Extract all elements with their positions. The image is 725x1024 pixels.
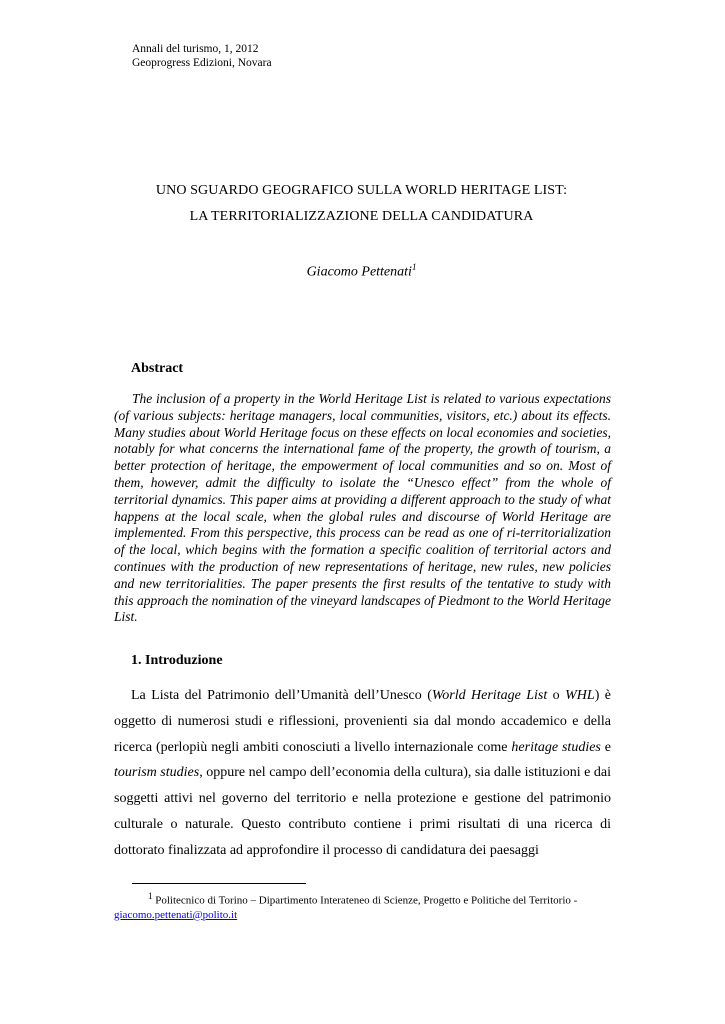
- intro-text-5: , oppure nel campo dell’economia della cultura), sia dalle istituzioni e dai soggetti attivi nel governo del territorio e nella protezione e gestione del patrimonio culturale o naturale. Questo contributo contiene i primi risultati di una ricerca di dottorato finalizzata ad approfondire il processo di candidatura dei paesaggi: [114, 765, 611, 858]
- paper-title: [114, 178, 609, 230]
- footnote-separator: [132, 883, 306, 884]
- intro-text-1: La Lista del Patrimonio dell’Umanità dell’Unesco (: [131, 688, 432, 703]
- intro-text-3: ) è oggetto di numerosi studi e riflessioni, provenienti sia dal mondo accademico e della ricerca (perlopiù negli ambiti conosciuti a livello internazionale come: [114, 688, 611, 755]
- intro-italic-whl-abbrev: WHL: [565, 688, 595, 703]
- journal-header: [132, 42, 272, 70]
- introduction-paragraph: [114, 683, 611, 864]
- intro-text-4: e: [600, 739, 611, 755]
- abstract-text: The inclusion of a property in the World Heritage List is related to various expectations (of various subjects: heritage managers, local communities, visitors, etc.) about its effects. Many studies about World Heritage focus on these effects on local economies and societies, notably for what concerns the international fame of the property, the growth of tourism, a better protection of heritage, the empowerment of local communities and so on. Most of them, however, admit the difficulty to isolate the “Unesco effect” from the whole of territorial dynamics. This paper aims at providing a different approach to the study of what happens at the local scale, when the global rules and discourse of World Heritage are implemented. From this perspective, this process can be read as one of ri-territorialization of the local, which begins with the formation a specific coalition of territorial actors and continues with the production of new representations of heritage, new rules, new policies and new territorialities. The paper presents the first results of the tentative to study with this approach the nomination of the vineyard landscapes of Piedmont to the World Heritage List.: [114, 391, 611, 625]
- intro-italic-tourism-studies: tourism studies: [114, 765, 200, 781]
- title-line-1: UNO SGUARDO GEOGRAFICO SULLA WORLD HERITAGE LIST:: [155, 183, 568, 198]
- author-email-link[interactable]: giacomo.pettenati@polito.it: [114, 908, 238, 921]
- author-line: [114, 262, 609, 281]
- journal-name: Annali del turismo, 1, 2012: [132, 43, 259, 55]
- footnote-mark: 1: [148, 891, 153, 901]
- publisher: Geoprogress Edizioni, Novara: [132, 57, 272, 69]
- footnote: [114, 889, 614, 922]
- author-name: Giacomo Pettenati: [306, 264, 412, 280]
- abstract-heading: Abstract: [131, 361, 184, 376]
- author-footnote-mark: 1: [411, 262, 417, 272]
- intro-italic-whl: World Heritage List: [431, 688, 548, 703]
- section-heading-introduzione: 1. Introduzione: [131, 653, 223, 668]
- footnote-text: Politecnico di Torino – Dipartimento Interateneo di Scienze, Progetto e Politiche del Territorio -: [152, 894, 578, 907]
- intro-text-2: o: [547, 688, 566, 703]
- title-line-2: LA TERRITORIALIZZAZIONE DELLA CANDIDATURA: [189, 209, 534, 224]
- intro-italic-heritage-studies: heritage studies: [511, 739, 601, 755]
